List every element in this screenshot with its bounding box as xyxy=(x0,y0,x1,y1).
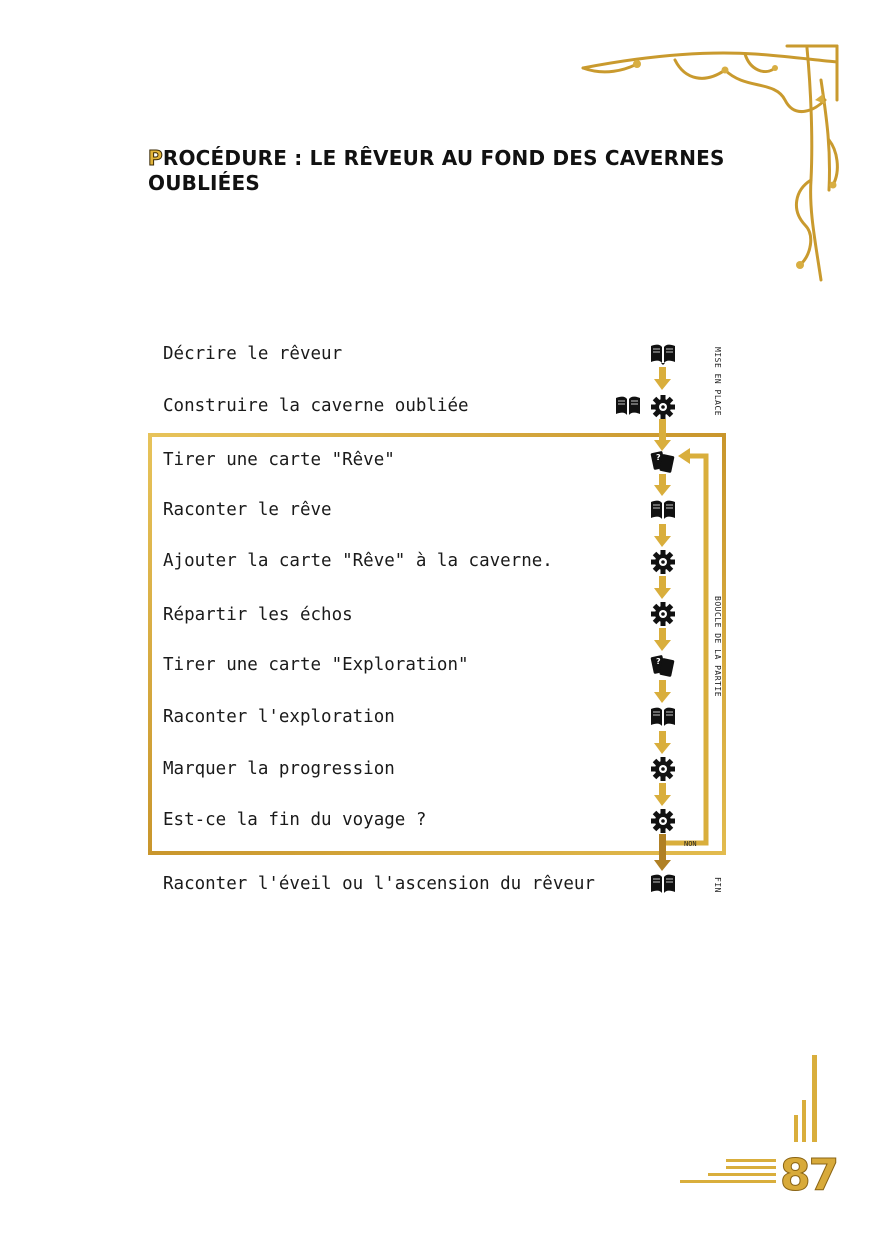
step-end-of-journey: Est-ce la fin du voyage ? xyxy=(163,810,427,830)
step-draw-dream-card: Tirer une carte "Rêve" xyxy=(163,450,395,470)
title-dropcap: P xyxy=(148,146,163,170)
book-icon xyxy=(649,497,677,523)
book-icon xyxy=(649,341,677,367)
no-branch-label: NON xyxy=(684,840,697,848)
page-number: 87 xyxy=(780,1150,838,1201)
gear-icon xyxy=(649,394,677,420)
step-describe-dreamer: Décrire le rêveur xyxy=(163,344,343,364)
step-mark-progress: Marquer la progression xyxy=(163,759,395,779)
gear-icon xyxy=(649,601,677,627)
step-tell-awakening: Raconter l'éveil ou l'ascension du rêveur xyxy=(163,874,595,894)
cards-icon xyxy=(649,652,677,678)
gear-icon xyxy=(649,549,677,575)
setup-section-label: MISE EN PLACE xyxy=(713,347,722,417)
step-add-dream-card: Ajouter la carte "Rêve" à la caverne. xyxy=(163,551,553,571)
svg-text:?: ? xyxy=(656,453,661,462)
step-distribute-echoes: Répartir les échos xyxy=(163,605,353,625)
title-text: ROCÉDURE : LE RÊVEUR AU FOND DES CAVERNES OUBLIÉES xyxy=(148,146,725,195)
gear-icon xyxy=(649,808,677,834)
book-icon xyxy=(649,704,677,730)
step-build-cavern: Construire la caverne oubliée xyxy=(163,396,469,416)
book-icon xyxy=(649,871,677,897)
loop-frame xyxy=(150,435,724,853)
gear-icon xyxy=(649,756,677,782)
book-icon xyxy=(614,393,642,419)
cards-icon xyxy=(649,448,677,474)
loop-section-label: BOUCLE DE LA PARTIE xyxy=(713,596,722,698)
step-draw-exploration-card: Tirer une carte "Exploration" xyxy=(163,655,469,675)
end-section-label: FIN xyxy=(713,877,722,893)
step-tell-exploration: Raconter l'exploration xyxy=(163,707,395,727)
step-tell-dream: Raconter le rêve xyxy=(163,500,332,520)
svg-text:?: ? xyxy=(656,657,661,666)
